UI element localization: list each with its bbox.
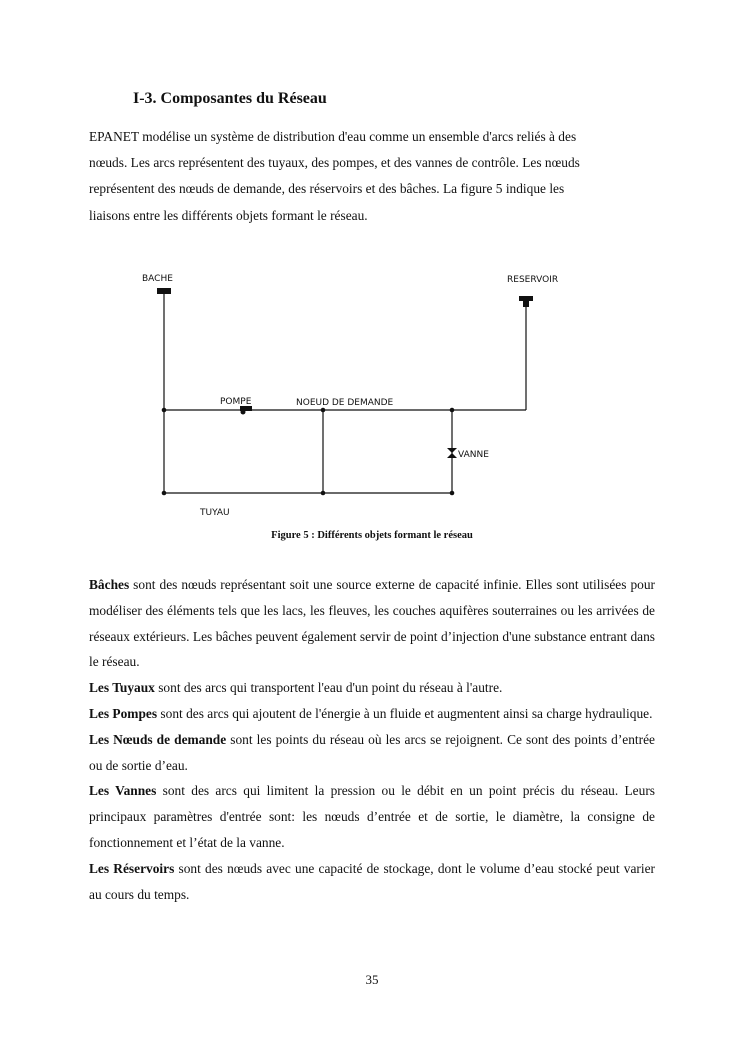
definition-text: sont des nœuds représentant soit une source externe de capacité infinie. Elles sont utilisées pour modéliser des éléments tels que les lacs, les fleuves, les couches aquifères souterraines ou les arrivées de réseaux extérieurs. Les bâches peuvent également servir de point d’injection d'une substance entrant dans le réseau.	[89, 577, 655, 670]
definition-item	[89, 856, 655, 908]
definition-text: sont des nœuds avec une capacité de stockage, dont le volume d’eau stocké peut varier au cours du temps.	[89, 860, 655, 902]
definition-item	[89, 701, 655, 727]
figure-caption: Figure 5 : Différents objets formant le réseau	[271, 530, 473, 541]
noeud-label: NOEUD DE DEMANDE	[296, 398, 394, 408]
intro-line: nœuds. Les arcs représentent des tuyaux, des pompes, et des vannes de contrôle. Les nœuds	[89, 155, 580, 171]
definition-item	[89, 675, 655, 701]
definition-item	[89, 572, 655, 675]
intro-line: EPANET modélise un système de distribution d'eau comme un ensemble d'arcs reliés à des	[89, 129, 577, 144]
intro-line: liaisons entre les différents objets formant le réseau.	[89, 207, 368, 223]
junction-node	[321, 408, 326, 413]
definition-item	[89, 727, 655, 779]
definition-term: Les Pompes	[89, 705, 158, 721]
reservoir-icon	[519, 296, 533, 307]
bache-label: BACHE	[142, 274, 173, 284]
definition-term: Les Vannes	[89, 783, 157, 799]
definition-text: sont les points du réseau où les arcs se rejoignent. Ce sont des points d’entrée ou de sortie d’eau.	[89, 731, 655, 773]
definition-text: sont des arcs qui ajoutent de l'énergie à un fluide et augmentent ainsi sa charge hydraulique.	[157, 705, 653, 721]
intro-line: représentent des nœuds de demande, des réservoirs et des bâches. La figure 5 indique les	[89, 181, 565, 197]
intro-paragraph	[89, 124, 655, 229]
pompe-label: POMPE	[220, 397, 252, 407]
definition-term: Les Nœuds de demande	[89, 731, 227, 747]
page-number: 35	[365, 972, 379, 987]
junction-node	[162, 408, 167, 413]
pump-icon	[240, 406, 252, 415]
junction-node	[162, 491, 167, 496]
definition-term: Bâches	[89, 577, 130, 592]
definition-item	[89, 778, 655, 855]
reservoir-label: RESERVOIR	[507, 275, 559, 285]
vanne-label: VANNE	[458, 450, 489, 460]
bache-icon	[157, 288, 171, 294]
definition-term: Les Tuyaux	[89, 680, 155, 696]
valve-icon	[447, 448, 457, 458]
tuyau-label: TUYAU	[200, 508, 230, 518]
definition-term: Les Réservoirs	[89, 860, 175, 876]
definition-text: sont des arcs qui transportent l'eau d'un point du réseau à l'autre.	[154, 680, 503, 696]
junction-node	[450, 491, 455, 496]
junction-node	[321, 491, 326, 496]
definition-text: sont des arcs qui limitent la pression ou le débit en un point précis du réseau. Leurs principaux paramètres d'entrée sont: les nœuds d’entrée et de sortie, le diamètre, la consigne de fonctionnement et l’état de la vanne.	[89, 783, 655, 850]
section-heading: I-3. Composantes du Réseau	[133, 90, 327, 107]
definitions	[89, 572, 655, 907]
junction-node	[450, 408, 455, 413]
network-diagram	[0, 262, 744, 527]
